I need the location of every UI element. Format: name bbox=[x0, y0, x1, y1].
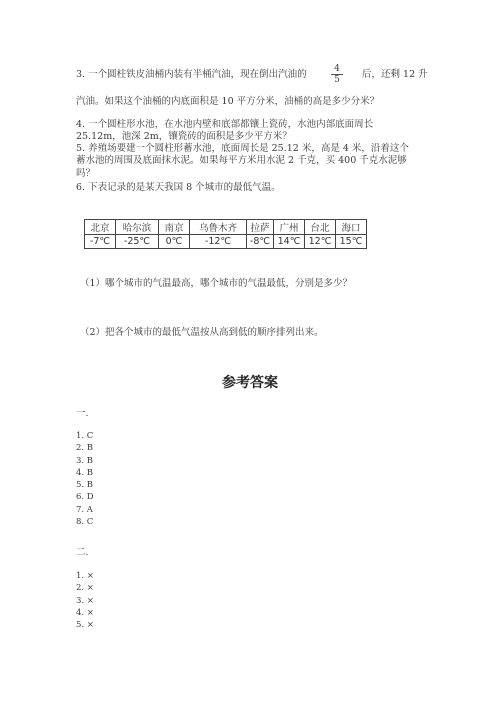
list-item: 7. A bbox=[76, 504, 93, 515]
question-5-line-2: 蓄水池的周围及底面抹水泥。如果每平方米用水泥 2 千克，买 400 千克水泥够 bbox=[76, 155, 407, 166]
table-cell: 南京 bbox=[159, 220, 190, 235]
answers-list-2 bbox=[76, 570, 94, 631]
question-6: 6. 下表记录的是某天我国 8 个城市的最低气温。 bbox=[76, 182, 281, 193]
question-5-line-1: 5. 养殖场要建一个圆柱形蓄水池，底面周长是 25.12 米，高是 4 米，沿着这个 bbox=[76, 143, 409, 154]
answers-list-1 bbox=[76, 430, 94, 528]
fraction-numerator: 4 bbox=[331, 64, 343, 75]
question-3-line-2: 汽油。如果这个油桶的内底面积是 10 平方分米，油桶的高是多少分米？ bbox=[76, 96, 380, 107]
table-cell: 海口 bbox=[336, 220, 367, 235]
sub-question-1: （1）哪个城市的气温最高，哪个城市的气温最低，分别是多少？ bbox=[80, 278, 353, 289]
question-5-line-3: 吗？ bbox=[76, 168, 96, 179]
list-item: 2. × bbox=[76, 583, 94, 594]
temperature-table bbox=[84, 219, 367, 249]
table-row-cities bbox=[85, 220, 367, 235]
table-cell: 台北 bbox=[305, 220, 336, 235]
list-item: 1. C bbox=[76, 431, 94, 441]
list-item: 5. × bbox=[76, 620, 94, 631]
list-item: 3. B bbox=[76, 455, 94, 466]
list-item: 4. × bbox=[76, 607, 94, 618]
answers-section-2: 二. bbox=[76, 547, 89, 558]
fraction-denominator: 5 bbox=[334, 75, 340, 85]
fraction-four-fifths bbox=[331, 64, 343, 85]
question-4-line-1: 4. 一个圆柱形水池，在水池内壁和底部都镶上瓷砖，水池内部底面周长 bbox=[76, 119, 374, 130]
table-cell: -8℃ bbox=[247, 235, 274, 249]
list-item: 4. B bbox=[76, 467, 94, 478]
table-cell: 广州 bbox=[274, 220, 305, 235]
table-cell: 15℃ bbox=[336, 235, 367, 249]
list-item: 1. × bbox=[76, 571, 94, 581]
question-4-line-2: 25.12m，池深 2m，镶瓷砖的面积是多少平方米？ bbox=[76, 131, 292, 142]
table-cell: 北京 bbox=[85, 220, 116, 235]
table-cell: -12℃ bbox=[190, 235, 247, 249]
question-3-line-1-end: 后，还剩 12 升 bbox=[362, 69, 428, 80]
table-cell: 14℃ bbox=[274, 235, 305, 249]
list-item: 5. B bbox=[76, 480, 94, 491]
list-item: 6. D bbox=[76, 492, 94, 503]
table-cell: -7℃ bbox=[85, 235, 116, 249]
table-cell: 乌鲁木齐 bbox=[190, 220, 247, 235]
list-item: 2. B bbox=[76, 443, 94, 454]
question-3-line-1: 3. 一个圆柱铁皮油桶内装有半桶汽油，现在倒出汽油的 bbox=[76, 69, 307, 80]
table-row-temps bbox=[85, 235, 367, 249]
table-cell: 拉萨 bbox=[247, 220, 274, 235]
table-cell: -25℃ bbox=[116, 235, 159, 249]
table-cell: 12℃ bbox=[305, 235, 336, 249]
answers-title: 参考答案 bbox=[222, 375, 278, 391]
table-cell: 哈尔滨 bbox=[116, 220, 159, 235]
table-cell: 0℃ bbox=[159, 235, 190, 249]
answers-section-1: 一. bbox=[76, 408, 89, 419]
list-item: 3. × bbox=[76, 595, 94, 606]
list-item: 8. C bbox=[76, 517, 94, 528]
sub-question-2: （2）把各个城市的最低气温按从高到低的顺序排列出来。 bbox=[80, 327, 324, 338]
